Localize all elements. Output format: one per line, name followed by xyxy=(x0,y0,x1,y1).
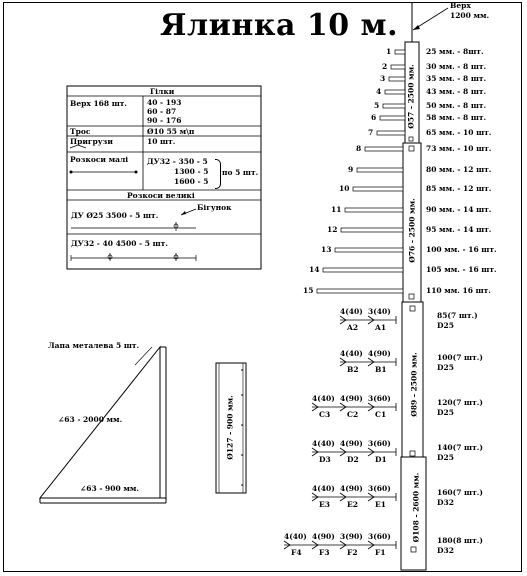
branch-number: 2 xyxy=(382,62,388,71)
brace-value: 4(40) xyxy=(312,484,335,493)
branch-size: 50 мм. - 8 шт. xyxy=(426,101,487,110)
branch-size: 90 мм. - 14 шт. xyxy=(426,205,492,214)
branch-number: 15 xyxy=(303,286,314,295)
brace-value: 4(40) xyxy=(340,349,363,358)
table-row-small-braces-value-1: ДУ32 - 350 - 5 xyxy=(147,157,208,166)
branch-stub xyxy=(391,65,405,69)
branch-stub xyxy=(383,104,405,108)
brace-id: D2 xyxy=(347,455,359,464)
branch-number: 14 xyxy=(309,265,320,274)
table-row-small-braces-note: по 5 шт. xyxy=(222,168,259,177)
brace-id: E3 xyxy=(319,500,330,509)
brace-id: C3 xyxy=(319,410,331,419)
brace-value: 4(90) xyxy=(340,394,363,403)
plate-label: Лапа металева 5 шт. xyxy=(48,341,140,350)
table-row-top-label: Верх 168 шт. xyxy=(70,99,128,108)
branch-size: 100 мм. - 16 шт. xyxy=(426,245,497,254)
branch-stub xyxy=(365,147,403,151)
table-row-small-braces-value-2: 1300 - 5 xyxy=(174,167,209,176)
branch-stub xyxy=(341,228,403,232)
brace-value: 3(60) xyxy=(368,484,391,493)
brace-value: 4(90) xyxy=(312,532,335,541)
brace-value: 4(40) xyxy=(312,394,335,403)
branch-number: 5 xyxy=(374,101,380,110)
brace-id: A2 xyxy=(347,323,359,332)
brace-id: D1 xyxy=(375,455,387,464)
branch-stub xyxy=(395,50,405,54)
brace-id: B2 xyxy=(347,365,359,374)
table-row-weights-value: 10 шт. xyxy=(147,137,176,146)
brace-value: 3(60) xyxy=(368,439,391,448)
branch-size: 58 мм. - 8 шт. xyxy=(426,113,487,122)
brace-value: 4(90) xyxy=(340,439,363,448)
branch-size: 110 мм. 16 шт. xyxy=(426,286,491,295)
brace-id: F2 xyxy=(347,548,358,557)
table-row-small-braces-label: Розкоси малі xyxy=(70,155,129,164)
table-row-weights-label: Пригрузи xyxy=(70,137,113,146)
branch-stub xyxy=(377,131,405,135)
brace-count: 120(7 шт.) xyxy=(437,398,483,407)
brace-value: 3(90) xyxy=(340,532,363,541)
brace-id: F3 xyxy=(319,548,330,557)
branch-stub xyxy=(323,268,403,272)
pipe-label-89: Ø89 - 2500 мм. xyxy=(409,352,419,417)
branch-size: 43 мм. - 8 шт. xyxy=(426,87,487,96)
branch-size: 30 мм. - 8 шт. xyxy=(426,62,487,71)
branch-number: 13 xyxy=(321,245,332,254)
brace-value: 4(90) xyxy=(368,349,391,358)
brace-count: 85(7 шт.) xyxy=(437,311,478,320)
pipe-label-108: Ø108 - 2600 мм. xyxy=(411,472,421,543)
brace-diameter: D25 xyxy=(437,408,454,417)
branch-size: 80 мм. - 12 шт. xyxy=(426,165,492,174)
branch-stub xyxy=(357,168,403,172)
branch-size: 25 мм. - 8шт. xyxy=(426,47,484,56)
branch-size: 35 мм. - 8 шт. xyxy=(426,74,487,83)
branch-number: 11 xyxy=(331,205,342,214)
branch-number: 7 xyxy=(368,128,374,137)
table-big-header: Розкоси великі xyxy=(127,191,195,200)
brace-id: B1 xyxy=(375,365,387,374)
table-row-top-value-1: 40 - 193 xyxy=(147,98,182,107)
branch-stub xyxy=(335,248,403,252)
branch-number: 9 xyxy=(348,165,354,174)
brace-id: E1 xyxy=(375,500,386,509)
plate-hypotenuse: ∠63 - 2000 мм. xyxy=(58,415,123,424)
branch-number: 6 xyxy=(371,113,377,122)
branch-number: 12 xyxy=(327,225,338,234)
table-row-cable-value: Ø10 55 м\п xyxy=(147,127,195,136)
brace-id: E2 xyxy=(347,500,358,509)
branch-stub xyxy=(385,90,405,94)
brace-value: 4(40) xyxy=(312,439,335,448)
table-big-row-2-label: ДУ32 - 40 4500 - 5 шт. xyxy=(71,239,168,248)
branch-stub xyxy=(353,187,403,191)
branch-stub xyxy=(380,116,405,120)
brace-id: D3 xyxy=(319,455,331,464)
branch-number: 3 xyxy=(380,74,386,83)
table-row-top-value-3: 90 - 176 xyxy=(147,116,182,125)
brace-value: 3(60) xyxy=(368,394,391,403)
table-bracket xyxy=(215,159,221,189)
plate-base: ∠63 - 900 мм. xyxy=(80,484,139,493)
branch-stub xyxy=(389,77,405,81)
base-pipe-label: Ø127 - 900 мм. xyxy=(225,395,235,460)
brace-count: 140(7 шт.) xyxy=(437,443,483,452)
table-big-row-1-label: ДУ Ø25 3500 - 5 шт. xyxy=(71,211,159,220)
top-length: 1200 мм. xyxy=(450,11,490,20)
table-header: Гілки xyxy=(150,87,175,96)
brace-id: C1 xyxy=(375,410,387,419)
brace-diameter: D25 xyxy=(437,363,454,372)
table-big-row-1-note: Бігунок xyxy=(197,203,232,212)
brace-id: C2 xyxy=(347,410,359,419)
brace-count: 100(7 шт.) xyxy=(437,353,483,362)
brace-diameter: D25 xyxy=(437,321,454,330)
branch-stub xyxy=(345,208,403,212)
brace-diameter: D32 xyxy=(437,546,454,555)
brace-id: A1 xyxy=(375,323,387,332)
brace-value: 3(60) xyxy=(368,532,391,541)
brace-id: F4 xyxy=(291,548,302,557)
branch-size: 105 мм. - 16 шт. xyxy=(426,265,497,274)
brace-value: 3(40) xyxy=(368,307,391,316)
branch-stub xyxy=(317,289,403,293)
branch-size: 73 мм. - 10 шт. xyxy=(426,144,492,153)
branch-size: 85 мм. - 12 шт. xyxy=(426,184,492,193)
branch-size: 95 мм. - 14 шт. xyxy=(426,225,492,234)
brace-value: 4(90) xyxy=(340,484,363,493)
brace-count: 160(7 шт.) xyxy=(437,488,483,497)
brace-value: 4(40) xyxy=(340,307,363,316)
branch-size: 65 мм. - 10 шт. xyxy=(426,128,492,137)
top-label: Верх xyxy=(450,1,471,10)
table-row-small-braces-value-3: 1600 - 5 xyxy=(174,177,209,186)
pipe-label-57: Ø57 - 2500 мм. xyxy=(406,64,416,129)
brace-diameter: D32 xyxy=(437,498,454,507)
branch-number: 8 xyxy=(356,144,362,153)
brace-id: F1 xyxy=(375,548,386,557)
pipe-label-76: Ø76 - 2500 мм. xyxy=(407,198,417,263)
branch-number: 1 xyxy=(386,47,392,56)
branch-number: 4 xyxy=(376,87,382,96)
branch-number: 10 xyxy=(339,184,350,193)
page-title: Ялинка 10 м. xyxy=(160,8,399,43)
table-row-cable-label: Трос xyxy=(70,127,91,136)
table-row-top-value-2: 60 - 87 xyxy=(147,107,177,116)
brace-count: 180(8 шт.) xyxy=(437,536,483,545)
brace-value: 4(40) xyxy=(284,532,307,541)
brace-diameter: D25 xyxy=(437,453,454,462)
